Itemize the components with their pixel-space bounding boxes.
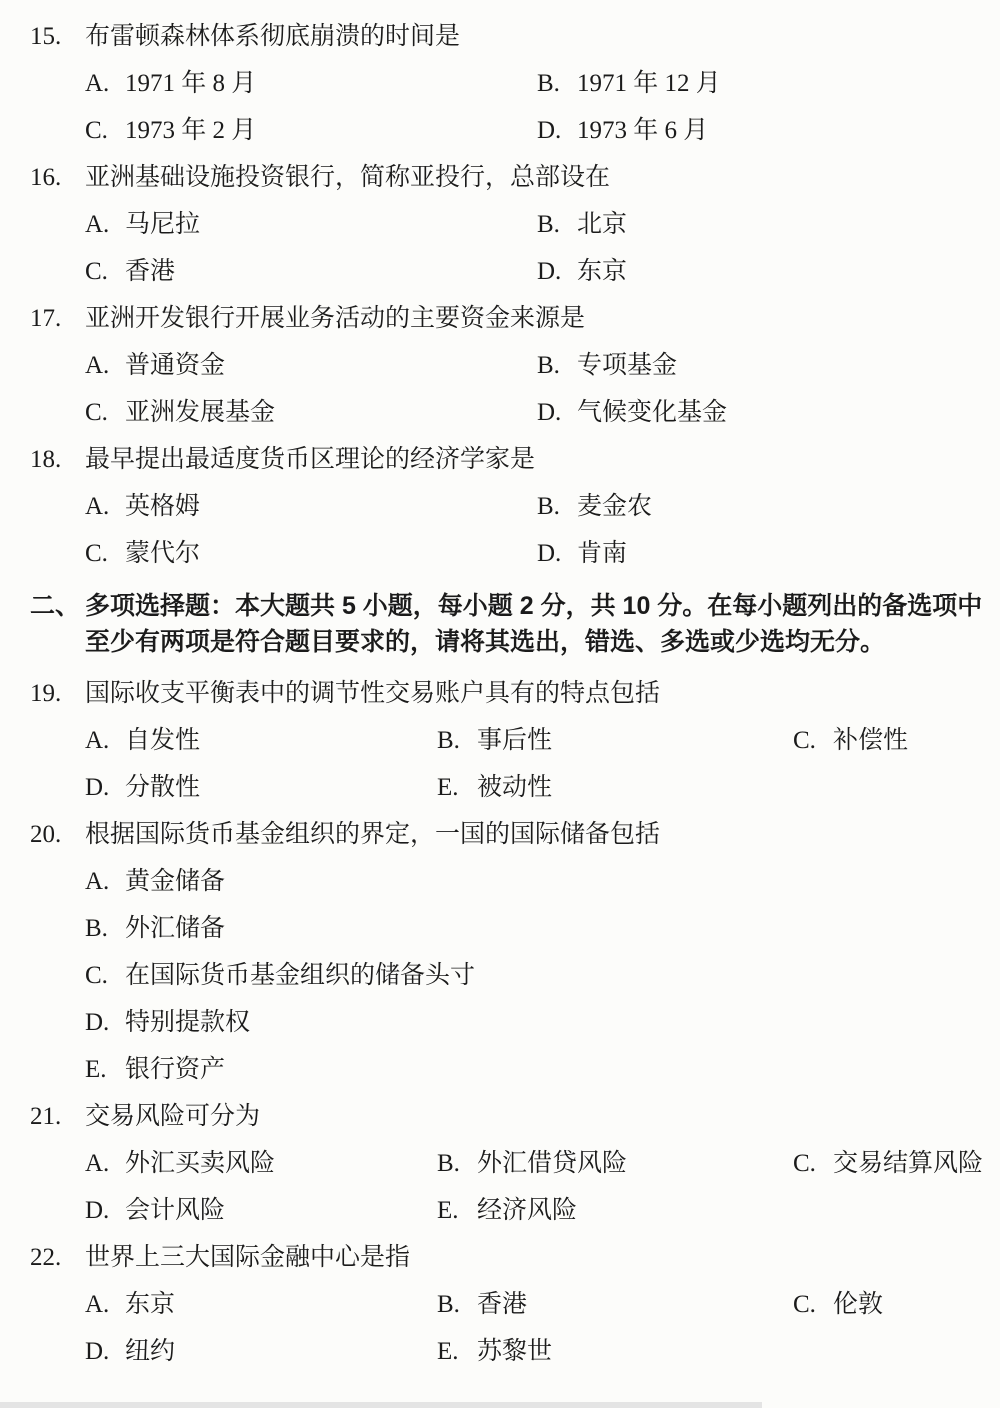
option-text: 1973 年 2 月: [125, 117, 257, 144]
question-number: 22.: [30, 1244, 62, 1271]
option-label: A.: [85, 493, 110, 520]
option-text: 外汇储备: [125, 915, 226, 942]
option-label: A.: [85, 352, 110, 379]
section-heading: [0, 589, 1000, 659]
option-e: [85, 1055, 225, 1085]
option-a: [85, 1149, 437, 1179]
option-b: [537, 351, 677, 381]
option-text: 东京: [125, 1291, 176, 1318]
question-number: 18.: [30, 446, 62, 473]
options-row: [0, 1196, 1000, 1226]
option-text: 被动性: [477, 774, 553, 801]
option-a: [85, 867, 225, 897]
option-a: [85, 210, 537, 240]
page-bottom-edge: [0, 1402, 762, 1408]
option-b: [437, 1149, 793, 1179]
option-d: [85, 1337, 437, 1367]
question-number: 19.: [30, 680, 62, 707]
question-stem: 交易风险可分为: [85, 1103, 261, 1130]
option-d: [85, 773, 437, 803]
question-stem-row: [0, 445, 1000, 475]
option-label: D.: [537, 540, 562, 567]
option-c: [793, 726, 908, 756]
option-label: A.: [85, 868, 110, 895]
option-label: B.: [537, 493, 560, 520]
options-row: [0, 492, 1000, 522]
option-b: [437, 1290, 793, 1320]
option-label: C.: [85, 117, 108, 144]
option-text: 黄金储备: [125, 868, 226, 895]
option-text: 苏黎世: [477, 1338, 553, 1365]
question-22: [0, 1243, 1000, 1367]
section-marker: 二、: [30, 592, 81, 620]
question-15: [0, 22, 1000, 146]
option-label: B.: [437, 727, 460, 754]
option-label: A.: [85, 70, 110, 97]
option-text: 普通资金: [125, 352, 226, 379]
option-c: [85, 116, 537, 146]
option-d: [85, 1008, 250, 1038]
options-row: [0, 351, 1000, 381]
option-c: [85, 257, 537, 287]
option-label: E.: [437, 1197, 459, 1224]
option-label: B.: [85, 915, 108, 942]
option-b: [437, 726, 793, 756]
section-heading-line2: 至少有两项是符合题目要求的，请将其选出，错选、多选或少选均无分。: [85, 628, 886, 656]
option-label: A.: [85, 727, 110, 754]
option-text: 东京: [577, 258, 628, 285]
option-text: 外汇买卖风险: [125, 1150, 276, 1177]
option-text: 事后性: [477, 727, 553, 754]
options-row: [0, 1337, 1000, 1367]
question-number: 20.: [30, 821, 62, 848]
option-label: B.: [537, 211, 560, 238]
option-label: C.: [85, 540, 108, 567]
option-label: C.: [85, 399, 108, 426]
option-text: 1971 年 12 月: [577, 70, 721, 97]
option-label: A.: [85, 1291, 110, 1318]
option-label: E.: [85, 1056, 107, 1083]
options-row: [0, 961, 1000, 991]
option-label: C.: [793, 727, 816, 754]
option-text: 会计风险: [125, 1197, 226, 1224]
option-text: 伦敦: [833, 1291, 884, 1318]
option-label: B.: [437, 1291, 460, 1318]
options-row: [0, 210, 1000, 240]
options-row: [0, 726, 1000, 756]
question-number: 21.: [30, 1103, 62, 1130]
question-stem: 根据国际货币基金组织的界定，一国的国际储备包括: [85, 821, 661, 848]
question-stem-row: [0, 820, 1000, 850]
options-row: [0, 539, 1000, 569]
option-d: [537, 257, 627, 287]
options-row: [0, 1290, 1000, 1320]
option-label: C.: [793, 1150, 816, 1177]
option-text: 肯南: [577, 540, 628, 567]
section-heading-text: 多项选择题：本大题共 5 小题，每小题 2 分，共 10 分。在每小题列出的备选项中: [85, 592, 983, 620]
option-label: D.: [85, 1338, 110, 1365]
option-e: [437, 1196, 577, 1226]
question-16: [0, 163, 1000, 287]
question-stem-row: [0, 22, 1000, 52]
option-label: B.: [437, 1150, 460, 1177]
option-a: [85, 726, 437, 756]
options-row: [0, 1055, 1000, 1085]
option-a: [85, 69, 537, 99]
question-18: [0, 445, 1000, 569]
question-stem-row: [0, 1102, 1000, 1132]
option-text: 专项基金: [577, 352, 678, 379]
options-row: [0, 914, 1000, 944]
option-b: [537, 210, 627, 240]
option-text: 自发性: [125, 727, 201, 754]
options-row: [0, 398, 1000, 428]
option-d: [537, 539, 627, 569]
option-label: A.: [85, 211, 110, 238]
option-text: 交易结算风险: [833, 1150, 984, 1177]
options-row: [0, 1008, 1000, 1038]
option-c: [85, 961, 475, 991]
option-label: A.: [85, 1150, 110, 1177]
option-text: 1971 年 8 月: [125, 70, 257, 97]
option-label: B.: [537, 70, 560, 97]
question-17: [0, 304, 1000, 428]
options-row: [0, 69, 1000, 99]
option-text: 英格姆: [125, 493, 201, 520]
options-row: [0, 773, 1000, 803]
option-text: 马尼拉: [125, 211, 201, 238]
option-label: C.: [85, 962, 108, 989]
option-e: [437, 773, 552, 803]
option-c: [85, 539, 537, 569]
question-stem: 亚洲基础设施投资银行，简称亚投行，总部设在: [85, 164, 611, 191]
option-b: [537, 69, 721, 99]
section-heading-line1: [0, 589, 1000, 623]
question-20: [0, 820, 1000, 1085]
option-text: 香港: [125, 258, 176, 285]
option-text: 补偿性: [833, 727, 909, 754]
option-text: 分散性: [125, 774, 201, 801]
option-c: [85, 398, 537, 428]
option-text: 北京: [577, 211, 628, 238]
option-label: D.: [85, 1009, 110, 1036]
option-b: [537, 492, 652, 522]
option-e: [437, 1337, 552, 1367]
option-text: 经济风险: [477, 1197, 578, 1224]
option-d: [537, 116, 708, 146]
option-c: [793, 1149, 983, 1179]
option-a: [85, 1290, 437, 1320]
option-label: D.: [85, 1197, 110, 1224]
option-text: 银行资产: [125, 1056, 226, 1083]
option-text: 麦金农: [577, 493, 653, 520]
option-c: [793, 1290, 883, 1320]
question-number: 15.: [30, 23, 62, 50]
question-stem: 世界上三大国际金融中心是指: [85, 1244, 411, 1271]
option-text: 在国际货币基金组织的储备头寸: [125, 962, 476, 989]
question-number: 16.: [30, 164, 62, 191]
option-a: [85, 351, 537, 381]
option-text: 气候变化基金: [577, 399, 728, 426]
option-b: [85, 914, 225, 944]
option-label: E.: [437, 774, 459, 801]
option-label: C.: [793, 1291, 816, 1318]
question-stem: 亚洲开发银行开展业务活动的主要资金来源是: [85, 305, 586, 332]
option-label: C.: [85, 258, 108, 285]
question-stem-row: [0, 679, 1000, 709]
option-text: 纽约: [125, 1338, 176, 1365]
option-d: [537, 398, 727, 428]
option-text: 1973 年 6 月: [577, 117, 709, 144]
option-text: 香港: [477, 1291, 528, 1318]
options-row: [0, 257, 1000, 287]
option-label: E.: [437, 1338, 459, 1365]
question-stem-row: [0, 304, 1000, 334]
option-text: 特别提款权: [125, 1009, 251, 1036]
option-label: D.: [85, 774, 110, 801]
question-stem: 最早提出最适度货币区理论的经济学家是: [85, 446, 536, 473]
option-label: D.: [537, 258, 562, 285]
option-d: [85, 1196, 437, 1226]
options-row: [0, 1149, 1000, 1179]
option-text: 亚洲发展基金: [125, 399, 276, 426]
question-stem: 国际收支平衡表中的调节性交易账户具有的特点包括: [85, 680, 661, 707]
option-text: 外汇借贷风险: [477, 1150, 628, 1177]
options-row: [0, 867, 1000, 897]
question-19: [0, 679, 1000, 803]
question-21: [0, 1102, 1000, 1226]
option-label: D.: [537, 399, 562, 426]
question-number: 17.: [30, 305, 62, 332]
question-stem-row: [0, 163, 1000, 193]
options-row: [0, 116, 1000, 146]
option-text: 蒙代尔: [125, 540, 201, 567]
option-a: [85, 492, 537, 522]
question-stem: 布雷顿森林体系彻底崩溃的时间是: [85, 23, 461, 50]
option-label: D.: [537, 117, 562, 144]
question-stem-row: [0, 1243, 1000, 1273]
option-label: B.: [537, 352, 560, 379]
